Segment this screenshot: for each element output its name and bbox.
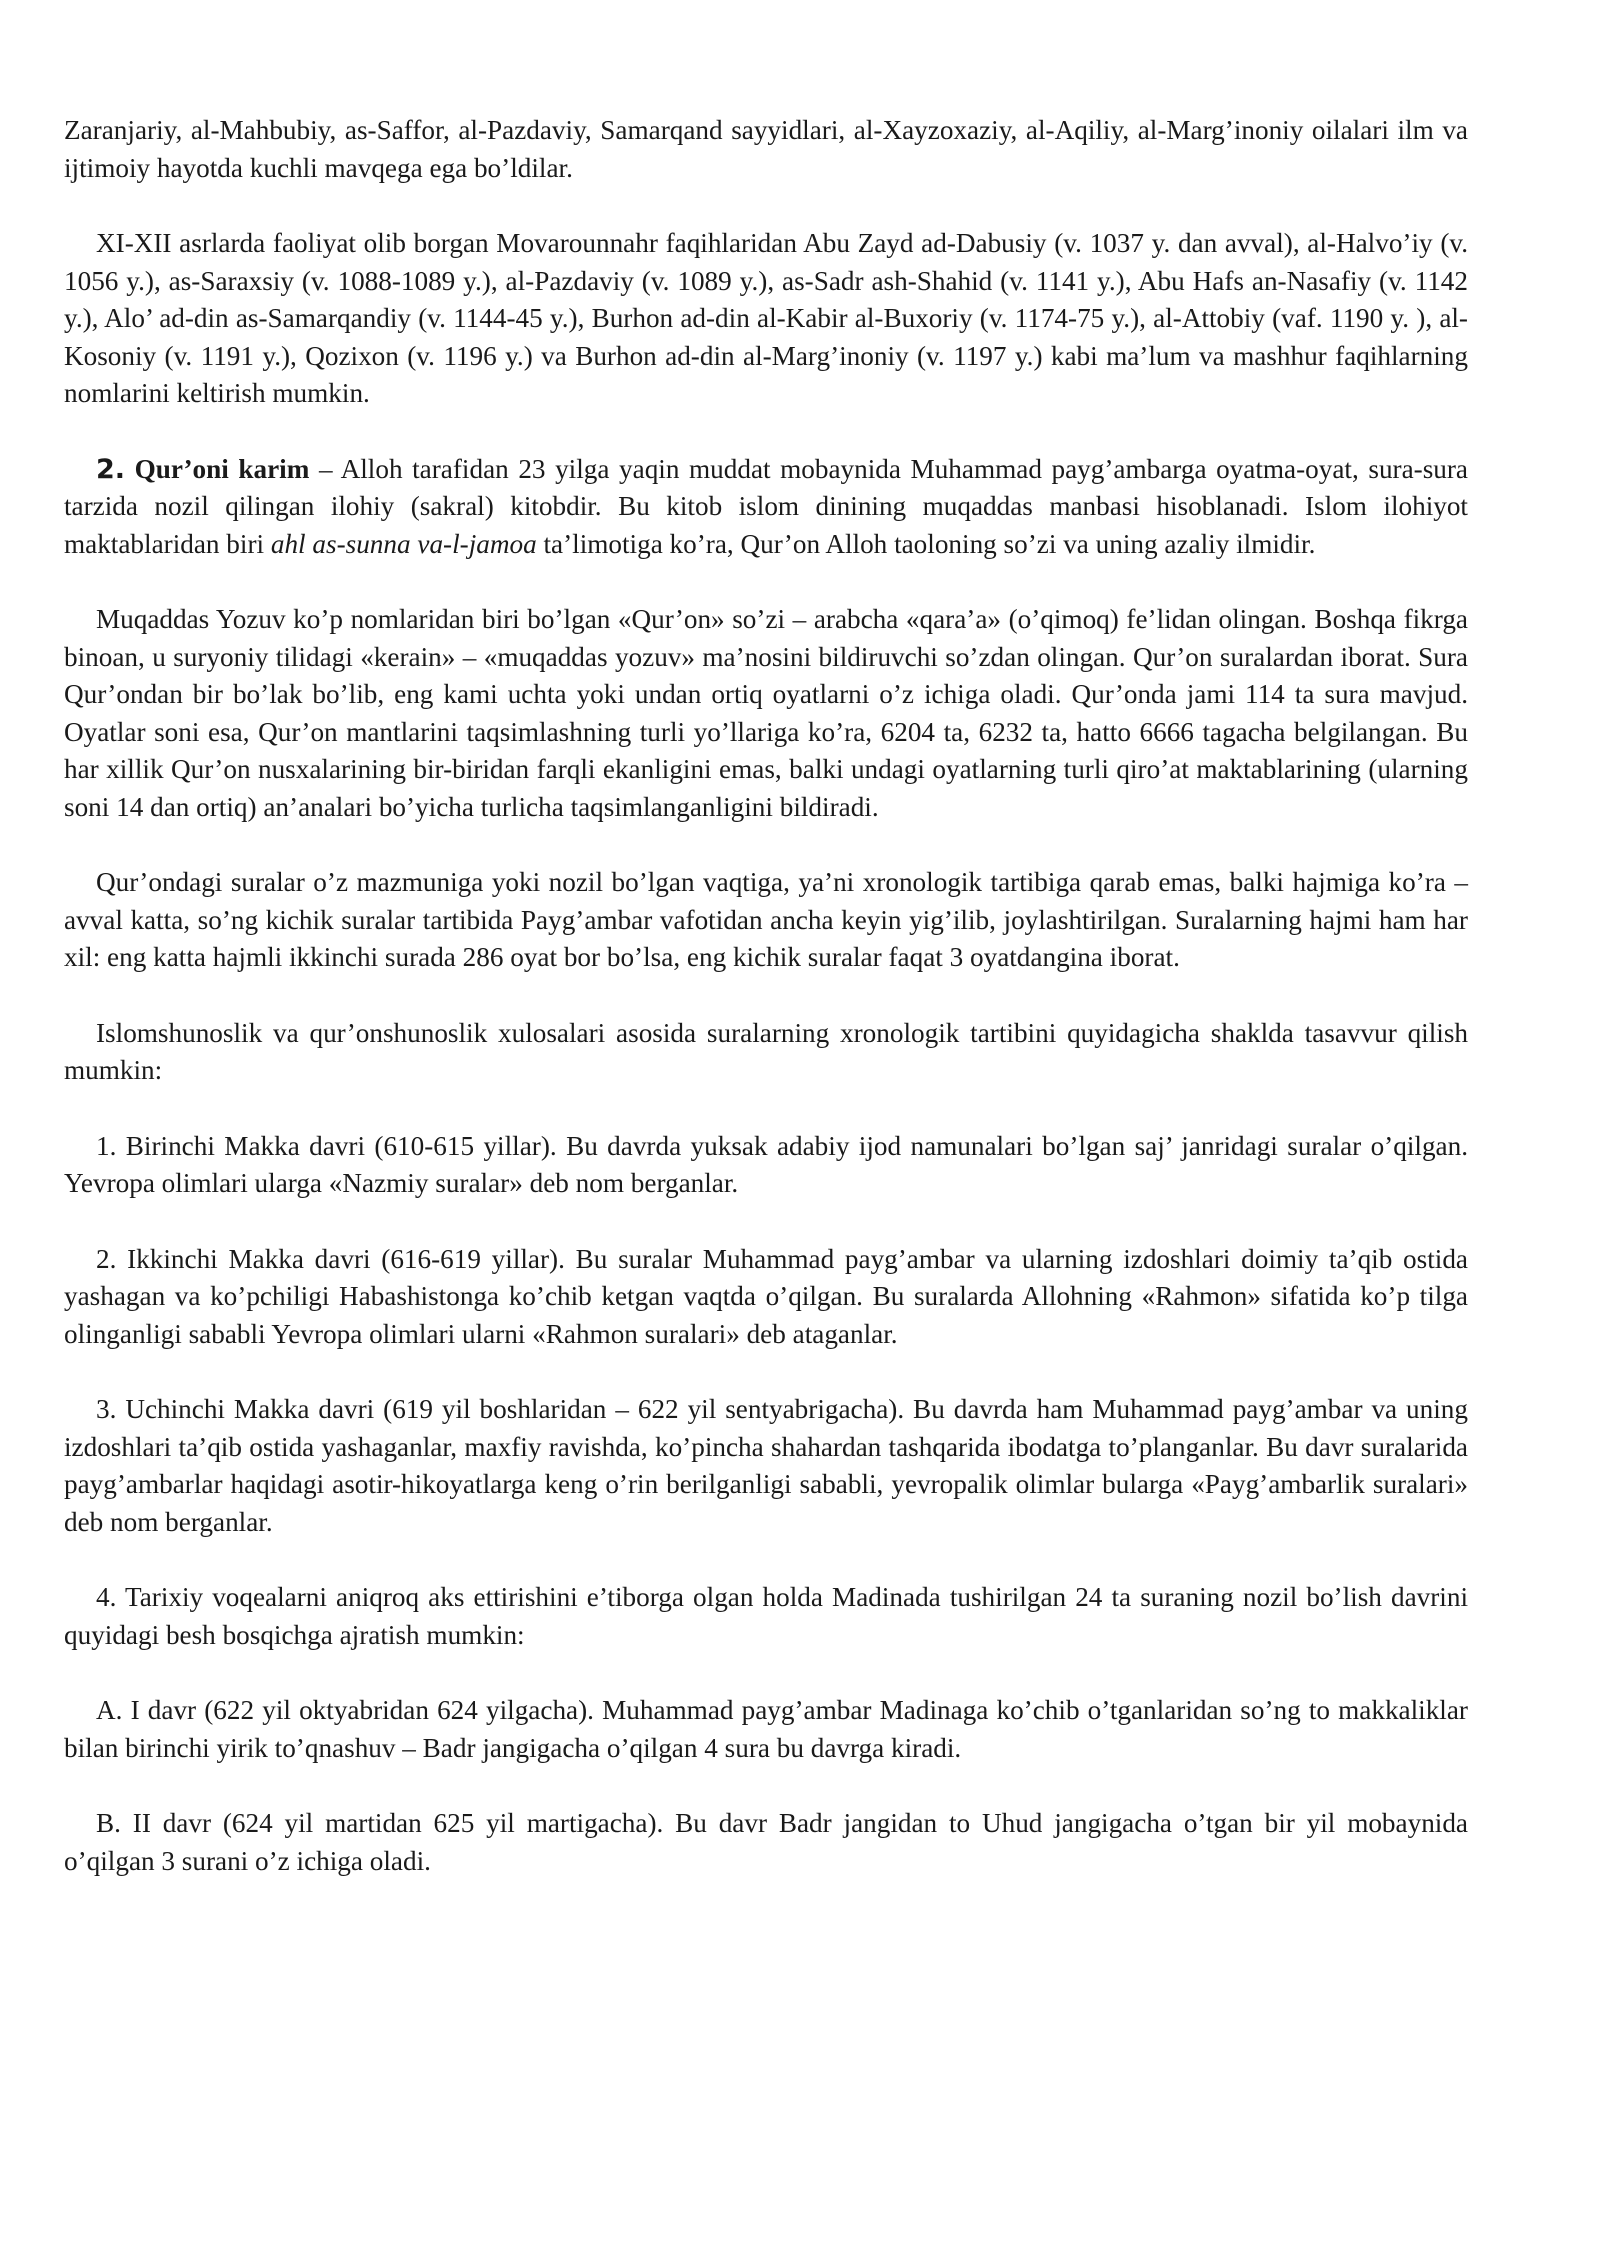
paragraph-quran-word: Muqaddas Yozuv ko’p nomlaridan biri bo’lgan «Qur’on» so’zi – arabcha «qara’a» (o’qimoq) fe’lidan olingan. Boshqa fikrga binoan, u suryoniy tilidagi «kerain» – «muqaddas yozuv» ma’nosini bildiruvchi so’zdan olingan. Qur’on suralardan iborat. Sura Qur’ondan bir bo’lak bo’lib, eng kami uchta yoki undan ortiq oyatlarni o’z ichiga oladi. Qur’onda jami 114 ta sura mavjud. Oyatlar soni esa, Qur’on mantlarini taqsimlashning turli yo’llariga ko’ra, 6204 ta, 6232 ta, hatto 6666 tagacha belgilangan. Bu har xillik Qur’on nusxalarining bir-biridan farqli ekanligini emas, balki undagi oyatlarning turli qiro’at maktablarining (ularning soni 14 dan ortiq) an’analari bo’yicha turlicha taqsimlanganligini bildiradi. [64, 604, 1468, 822]
paragraph-third-makka: 3. Uchinchi Makka davri (619 yil boshlaridan – 622 yil sentyabrigacha). Bu davrda ham Muhammad payg’ambar va uning izdoshlari ta’qib ostida yashaganlar, maxfiy ravishda, ko’pincha shahardan tashqarida ibodatga to’planganlar. Bu davr suralarida payg’ambarlar haqidagi asotir-hikoyatlarga keng o’rin berilganligi sababli, yevropalik olimlar bularga «Payg’ambarlik suralari» deb nom berganlar. [64, 1394, 1468, 1537]
paragraph-faqihs: XI-XII asrlarda faoliyat olib borgan Movarounnahr faqihlaridan Abu Zayd ad-Dabusiy (v. 1037 y. dan avval), al-Halvo’iy (v. 1056 y.), as-Saraxsiy (v. 1088-1089 y.), al-Pazdaviy (v. 1089 y.), as-Sadr ash-Shahid (v. 1141 y.), Abu Hafs an-Nasafiy (v. 1142 y.), Alo’ ad-din as-Samarqandiy (v. 1144-45 y.), Burhon ad-din al-Kabir al-Buxoriy (v. 1174-75 y.), al-Attobiy (vaf. 1190 y. ), al-Kosoniy (v. 1191 y.), Qozixon (v. 1196 y.) va Burhon ad-din al-Marg’inoniy (v. 1197 y.) kabi ma’lum va mashhur faqihlarning nomlarini keltirish mumkin. [64, 228, 1468, 408]
paragraph-first-makka: 1. Birinchi Makka davri (610-615 yillar). Bu davrda yuksak adabiy ijod namunalari bo’lgan saj’ janridagi suralar o’qilgan. Yevropa olimlari ularga «Nazmiy suralar» deb nom berganlar. [64, 1130, 1468, 1198]
italic-term: ahl as-sunna va-l-jamoa [270, 528, 537, 559]
paragraph-period-a: A. I davr (622 yil oktyabridan 624 yilgacha). Muhammad payg’ambar Madinaga ko’chib o’tganlaridan so’ng to makkaliklar bilan birinchi yirik to’qnashuv – Badr jangigacha o’qilgan 4 sura bu davrga kiradi. [64, 1695, 1468, 1763]
paragraph-families: Zaranjariy, al-Mahbubiy, as-Saffor, al-Pazdaviy, Samarqand sayyidlari, al-Xayzoxaziy, al-Aqiliy, al-Marg’inoniy oilalari ilm va ijtimoiy hayotda kuchli mavqega ega bo’ldilar. [64, 115, 1468, 183]
paragraph-second-makka: 2. Ikkinchi Makka davri (616-619 yillar). Bu suralar Muhammad payg’ambar va ularning izdoshlari doimiy ta’qib ostida yashagan va ko’pchiligi Habashistonga ko’chib ketgan vaqtda o’qilgan. Bu suralarda Allohning «Rahmon» sifatida ko’p tilga olinganligi sababli Yevropa olimlari ularni «Rahmon suralari» deb ataganlar. [64, 1243, 1468, 1349]
definition-text-b: ta’limotiga ko’ra, Qur’on Alloh taoloning so’zi va uning azaliy ilmidir. [536, 528, 1316, 559]
section-term: Qur’oni karim [134, 453, 310, 484]
section-number: 2. [96, 453, 126, 485]
document-page [64, 112, 1468, 1918]
paragraph-madina-intro: 4. Tarixiy voqealarni aniqroq aks ettirishini e’tiborga olgan holda Madinada tushirilgan 24 ta suraning nozil bo’lish davrini quyidagi besh bosqichga ajratish mumkin: [64, 1582, 1468, 1650]
paragraph-quran-definition [64, 451, 1468, 564]
paragraph-chronology-intro: Islomshunoslik va qur’onshunoslik xulosalari asosida suralarning xronologik tartibini quyidagicha shaklda tasavvur qilish mumkin: [64, 1017, 1468, 1085]
paragraph-period-b: B. II davr (624 yil martidan 625 yil martigacha). Bu davr Badr jangidan to Uhud jangigacha o’tgan bir yil mobaynida o’qilgan 3 surani o’z ichiga oladi. [64, 1808, 1468, 1876]
definition-text-a: – Alloh tarafidan 23 yilga yaqin muddat mobaynida Muhammad payg’ambarga oyatma-oyat, sura-sura tarzida nozil qilingan ilohiy (sakral) kitobdir. Bu kitob islom dinining muqaddas manbasi hisoblanadi. Islom ilohiyot maktablaridan biri [64, 453, 1469, 559]
paragraph-sura-order: Qur’ondagi suralar o’z mazmuniga yoki nozil bo’lgan vaqtiga, ya’ni xronologik tartibiga qarab emas, balki hajmiga ko’ra – avval katta, so’ng kichik suralar tartibida Payg’ambar vafotidan ancha keyin yig’ilib, joylashtirilgan. Suralarning hajmi ham har xil: eng katta hajmli ikkinchi surada 286 oyat bor bo’lsa, eng kichik suralar faqat 3 oyatdangina iborat. [64, 867, 1468, 972]
